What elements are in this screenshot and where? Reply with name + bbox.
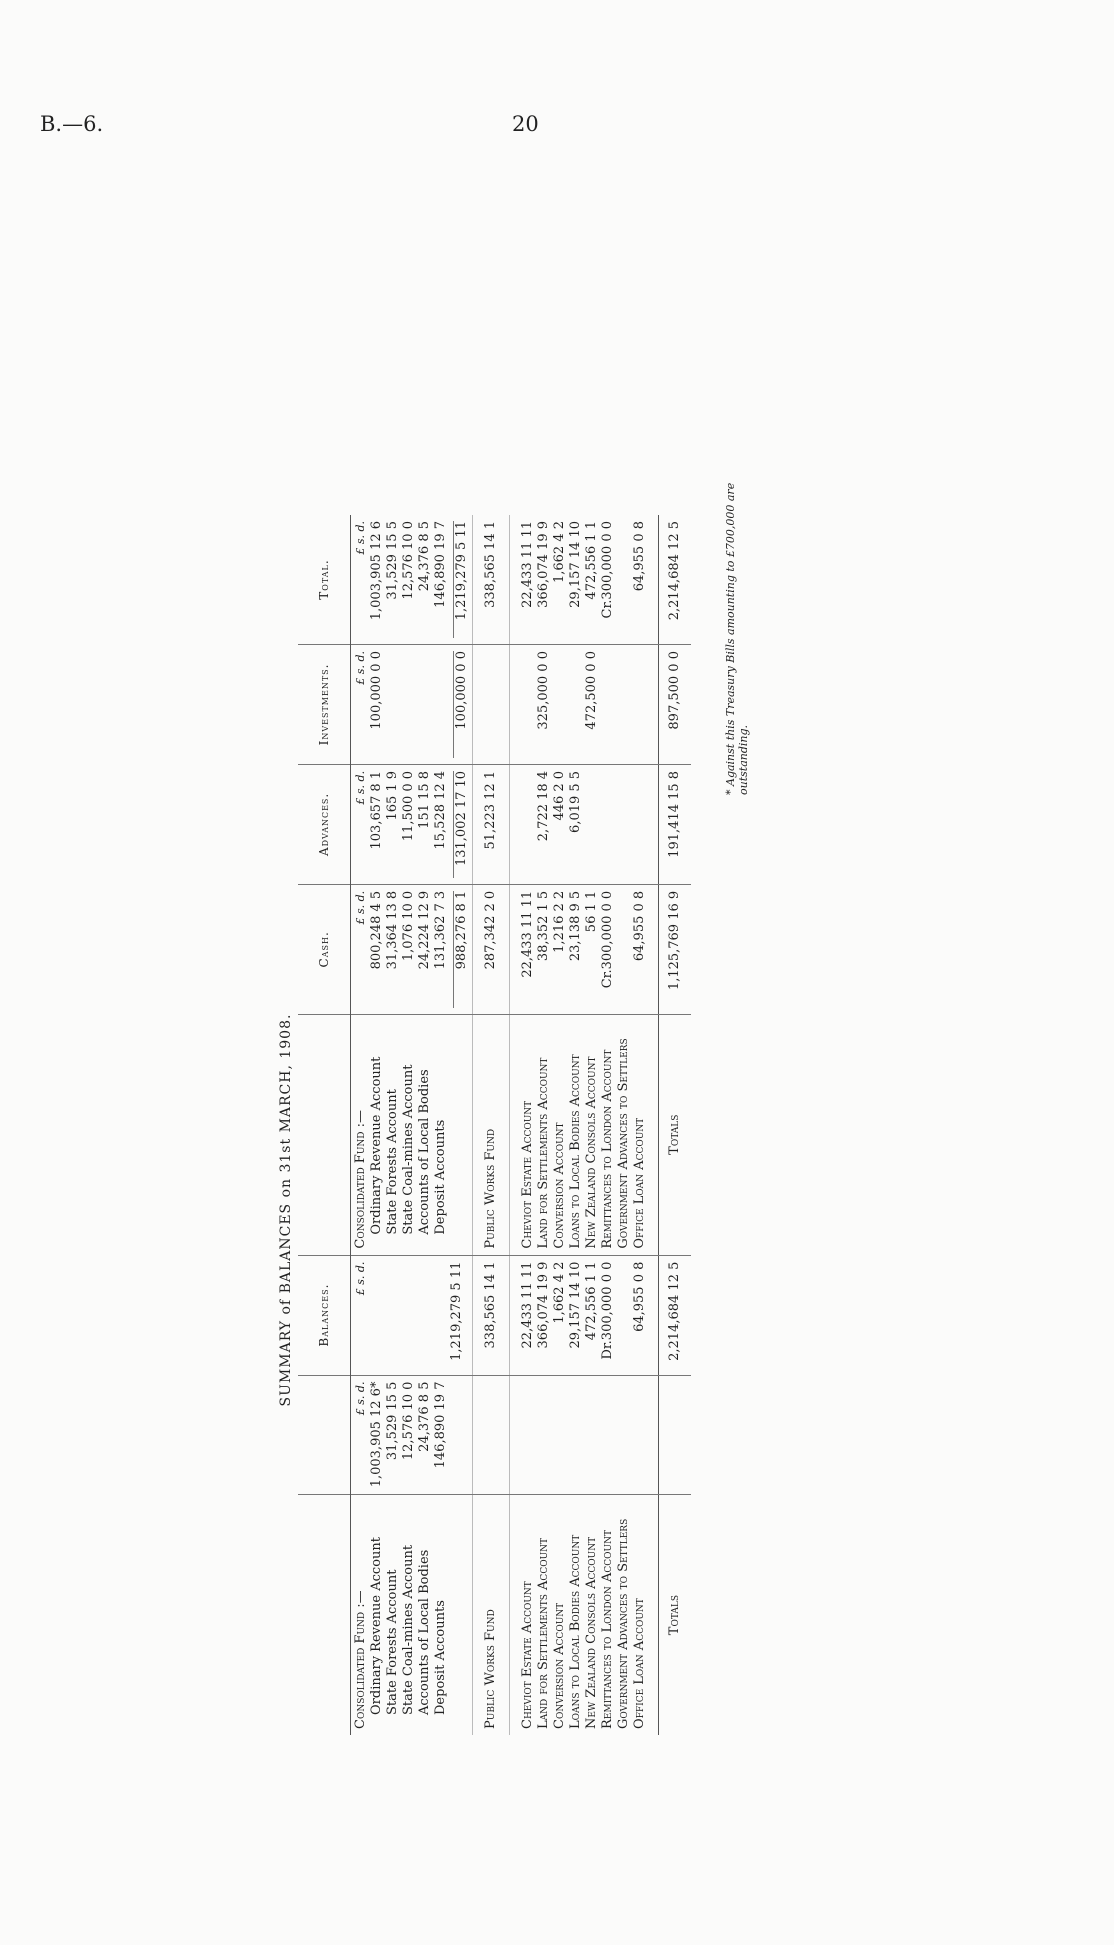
units-label: £ s. d.: [354, 1261, 367, 1296]
account-label: Remittances to London Account: [600, 1530, 615, 1729]
right-public-works-label: Public Works Fund: [473, 1014, 510, 1255]
left-sub-value: 12,576 10 0: [401, 1381, 416, 1461]
units-label: £ s. d.: [354, 521, 367, 555]
right-consolidated-cell: [351, 1014, 473, 1255]
cash-cell: [351, 884, 473, 1014]
cash-value: 24,224 12 9: [417, 890, 432, 970]
left-consolidated-label: Consolidated Fund :—: [353, 1590, 368, 1729]
right-sub-account: Accounts of Local Bodies: [417, 1069, 432, 1235]
advances-subtotal: 131,002 17 10: [453, 771, 470, 878]
investments-value: 100,000 0 0: [369, 651, 384, 730]
right-account-header: [298, 1014, 351, 1255]
right-consolidated-label: Consolidated Fund :—: [353, 1109, 368, 1249]
left-sub-account: State Forests Account: [385, 1569, 400, 1715]
left-empty-cell: [473, 1375, 510, 1495]
left-sub-account: Deposit Accounts: [433, 1600, 448, 1715]
totals-balance: 2,214,684 12 5: [659, 1255, 692, 1375]
left-empty-cell: [510, 1375, 659, 1495]
account-cash: 23,138 9 5: [568, 890, 583, 962]
account-label: Conversion Account: [552, 1602, 567, 1729]
left-totals-label: Totals: [659, 1495, 692, 1735]
account-total: Cr.300,000 0 0: [600, 521, 615, 619]
totals-cash: 1,125,769 16 9: [659, 884, 692, 1014]
account-label: Cheviot Estate Account: [520, 1581, 535, 1729]
account-label: Loans to Local Bodies Account: [568, 1534, 583, 1729]
advances-value: 165 1 9: [385, 770, 400, 821]
cash-value: 1,076 10 0: [401, 890, 416, 962]
page-title: SUMMARY of BALANCES on 31st MARCH, 1908.: [278, 1013, 294, 1407]
public-works-investments: [473, 645, 510, 765]
advances-value: 103,657 8 1: [369, 770, 384, 850]
account-balance: 29,157 14 10: [568, 1261, 583, 1349]
units-label: £ s. d.: [354, 651, 367, 685]
left-sub-value: 146,890 19 7: [433, 1381, 448, 1469]
document-reference: B.—6.: [40, 112, 104, 136]
right-sub-account: Ordinary Revenue Account: [369, 1056, 384, 1235]
total-value: 146,890 19 7: [433, 521, 448, 608]
advances-value: 11,500 0 0: [401, 770, 416, 842]
account-label: Conversion Account: [552, 1122, 567, 1249]
account-total: 64,955 0 8: [632, 521, 647, 592]
investments-header: Investments.: [298, 645, 351, 765]
account-investment: 325,000 0 0: [536, 651, 551, 730]
account-total: 22,433 11 11: [520, 521, 535, 608]
account-balance: 64,955 0 8: [632, 1261, 647, 1332]
account-balance: 366,074 19 9: [536, 1261, 551, 1349]
total-value: 12,576 10 0: [401, 521, 416, 600]
consolidated-group: [351, 515, 473, 1735]
left-subvalue-header: [298, 1375, 351, 1495]
left-sub-account: Ordinary Revenue Account: [369, 1536, 384, 1715]
units-label: £ s. d.: [354, 890, 367, 925]
consolidated-balance-cell: [351, 1255, 473, 1375]
account-cash: 38,352 1 5: [536, 890, 551, 962]
units-label: £ s. d.: [354, 770, 367, 805]
totals-total: 2,214,684 12 5: [659, 515, 692, 645]
account-balance: 22,433 11 11: [520, 1261, 535, 1349]
left-subvalues-cell: [351, 1375, 473, 1495]
account-advance: 6,019 5 5: [568, 770, 583, 833]
public-works-balance: 338,565 14 1: [473, 1255, 510, 1375]
advances-cell: [351, 764, 473, 884]
account-totals-cell: [510, 515, 659, 645]
cash-value: 131,362 7 3: [433, 890, 448, 970]
consolidated-balance: 1,219,279 5 11: [449, 1261, 464, 1361]
account-label: Government Advances to Settlers Office Loan Account: [616, 1518, 647, 1729]
account-total: 29,157 14 10: [568, 521, 583, 608]
totals-advances: 191,414 15 8: [659, 764, 692, 884]
balances-sheet: [268, 475, 758, 1945]
total-value: 1,003,905 12 6: [369, 521, 384, 621]
account-total: 366,074 19 9: [536, 521, 551, 608]
account-label: Land for Settlements Account: [536, 1057, 551, 1249]
left-public-works-label: Public Works Fund: [473, 1495, 510, 1735]
balances-header: Balances.: [298, 1255, 351, 1375]
left-consolidated-cell: [351, 1495, 473, 1735]
units-label: £ s. d.: [354, 1381, 367, 1416]
left-sub-value: 1,003,905 12 6*: [369, 1381, 384, 1488]
page-number: 20: [512, 112, 539, 136]
account-label: Government Advances to Settlers Office Loan Account: [616, 1038, 647, 1249]
advances-value: 151 15 8: [417, 770, 432, 829]
account-balance: Dr.300,000 0 0: [600, 1261, 615, 1360]
right-sub-account: Deposit Accounts: [433, 1119, 448, 1235]
accounts-group: [510, 515, 659, 1735]
account-investments-cell: [510, 645, 659, 765]
right-sub-account: State Coal-mines Account: [401, 1064, 416, 1235]
account-label: New Zealand Consols Account: [584, 1536, 599, 1729]
left-account-header: [298, 1495, 351, 1735]
account-label: New Zealand Consols Account: [584, 1056, 599, 1249]
account-total: 472,556 1 1: [584, 521, 599, 600]
total-value: 24,376 8 5: [417, 521, 432, 592]
right-sub-account: State Forests Account: [385, 1089, 400, 1235]
public-works-advances: 51,223 12 1: [473, 764, 510, 884]
left-empty-cell: [659, 1375, 692, 1495]
account-cash: Cr.300,000 0 0: [600, 890, 615, 989]
account-cash: 22,433 11 11: [520, 890, 535, 978]
cash-value: 800,248 4 5: [369, 890, 384, 970]
totals-investments: 897,500 0 0: [659, 645, 692, 765]
public-works-row: [473, 515, 510, 1735]
account-advance: 2,722 18 4: [536, 770, 551, 842]
account-cash: 64,955 0 8: [632, 890, 647, 962]
total-header: Total.: [298, 515, 351, 645]
public-works-total: 338,565 14 1: [473, 515, 510, 645]
account-investment: 472,500 0 0: [584, 651, 599, 730]
account-advance: 446 2 0: [552, 770, 567, 821]
advances-header: Advances.: [298, 764, 351, 884]
cash-value: 31,364 13 8: [385, 890, 400, 970]
account-label: Loans to Local Bodies Account: [568, 1054, 583, 1249]
account-total: 1,662 4 2: [552, 521, 567, 584]
footnote: * Against this Treasury Bills amounting to £700,000 are outstanding.: [724, 482, 750, 795]
advances-value: 15,528 12 4: [433, 770, 448, 850]
account-balance: 472,556 1 1: [584, 1261, 599, 1341]
cash-subtotal: 988,276 8 1: [453, 891, 470, 1008]
right-totals-label: Totals: [659, 1014, 692, 1255]
investments-cell: [351, 645, 473, 765]
left-sub-value: 31,529 15 5: [385, 1381, 400, 1461]
account-label: Remittances to London Account: [600, 1049, 615, 1249]
right-accounts-cell: [510, 1014, 659, 1255]
total-value: 31,529 15 5: [385, 521, 400, 600]
total-cell: [351, 515, 473, 645]
account-balances-cell: [510, 1255, 659, 1375]
account-label: Land for Settlements Account: [536, 1537, 551, 1729]
account-cash-cell: [510, 884, 659, 1014]
left-sub-account: Accounts of Local Bodies: [417, 1549, 432, 1715]
left-sub-value: 24,376 8 5: [417, 1381, 432, 1452]
public-works-cash: 287,342 2 0: [473, 884, 510, 1014]
left-sub-account: State Coal-mines Account: [401, 1544, 416, 1715]
balances-table: [298, 515, 691, 1735]
account-cash: 1,216 2 2: [552, 890, 567, 953]
left-accounts-cell: [510, 1495, 659, 1735]
investments-subtotal: 100,000 0 0: [453, 651, 470, 758]
account-balance: 1,662 4 2: [552, 1261, 567, 1324]
account-label: Cheviot Estate Account: [520, 1100, 535, 1249]
totals-row: [659, 515, 692, 1735]
account-advances-cell: [510, 764, 659, 884]
cash-header: Cash.: [298, 884, 351, 1014]
total-subtotal: 1,219,279 5 11: [453, 521, 470, 638]
account-cash: 56 1 1: [584, 890, 599, 933]
